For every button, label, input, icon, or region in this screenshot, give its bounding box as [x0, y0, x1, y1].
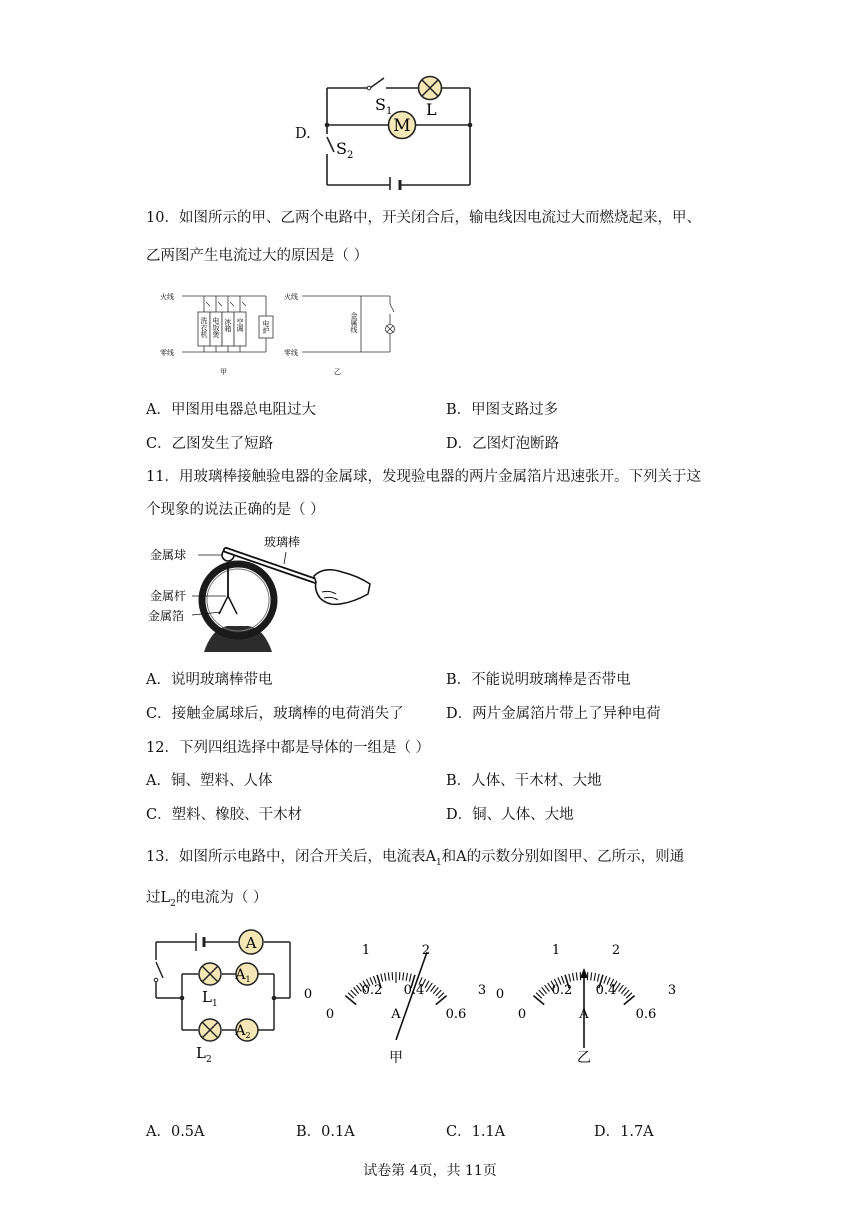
q11-option-c[interactable]: C．接触金属球后，玻璃棒的电荷消失了	[146, 706, 404, 722]
q13-stem-line2: 过$L_2$的电流为（ ）	[146, 890, 268, 909]
dial-b-top-tick-3: 3	[667, 983, 677, 998]
q13-option-a[interactable]: A．0.5A	[146, 1124, 205, 1140]
q12-option-d[interactable]: D．铜、人体、大地	[446, 807, 574, 823]
q11-option-b[interactable]: B．不能说明玻璃棒是否带电	[446, 672, 631, 688]
dial-b-bottom-tick-1: 0.2	[551, 983, 573, 998]
q13-option-c[interactable]: C．1.1A	[446, 1124, 506, 1140]
appliance-cooker: 电饭煲	[212, 317, 220, 338]
q11-electroscope-figure	[146, 532, 376, 660]
dial-tick	[569, 974, 571, 982]
appliance-fridge: 冰箱	[224, 318, 232, 332]
dial-b-needle-tip	[580, 968, 588, 978]
dial-a-bottom-tick-3: 0.6	[445, 1007, 467, 1022]
dial-a-bottom-tick-0: 0	[325, 1007, 335, 1022]
q11-stem-line2: 个现象的说法正确的是（ ）	[146, 502, 325, 518]
q13-option-b[interactable]: B．0.1A	[296, 1124, 355, 1140]
dial-a-top-tick-1: 1	[361, 943, 371, 958]
metal-wire-label: 金属线	[350, 312, 358, 333]
lamp-icon	[419, 77, 442, 100]
q10-option-b[interactable]: B．甲图支路过多	[446, 402, 559, 418]
dial-tick	[433, 987, 438, 993]
lamp1-icon	[199, 963, 221, 985]
dial-tick	[354, 987, 359, 993]
dial-tick	[621, 987, 626, 993]
dial-a-bottom-tick-1: 0.2	[361, 983, 383, 998]
dial-tick	[619, 985, 624, 991]
dial-a-caption: 甲	[389, 1050, 403, 1066]
dial-a-zero-top: 0	[303, 987, 313, 1002]
dial-a-bottom-tick-2: 0.4	[403, 983, 425, 998]
dial-tick	[573, 973, 574, 981]
dial-tick	[533, 996, 544, 1005]
dial-b-top-tick-2: 2	[611, 943, 621, 958]
q11-option-d[interactable]: D．两片金属箔片带上了异种电荷	[446, 706, 661, 722]
dial-tick	[594, 973, 595, 981]
label-metal-shaft: 金属杆	[150, 589, 187, 603]
lamp2-label: $L_2$	[196, 1044, 212, 1065]
fig-b-caption: 乙	[334, 368, 341, 376]
label-glass-rod: 玻璃棒	[264, 535, 301, 549]
fig-b-live-label: 火线	[284, 293, 298, 301]
dial-tick	[626, 993, 632, 999]
fig-a-live-label: 火线	[160, 293, 174, 301]
dial-tick	[406, 973, 407, 981]
dial-tick	[381, 974, 383, 982]
ammeter-main-label: A	[245, 934, 257, 952]
dial-tick	[624, 996, 635, 1005]
lamp2-icon	[199, 1019, 221, 1041]
dial-tick	[576, 972, 577, 980]
motor-label: M	[393, 116, 411, 136]
ammeter-2-label: $A_2$	[235, 1023, 251, 1040]
dial-b-zero-top: 0	[495, 987, 505, 1002]
ammeter-dial-a	[298, 938, 494, 1068]
dial-tick	[542, 987, 547, 993]
label-metal-foil: 金属箔	[148, 609, 185, 623]
ammeter-1-label: $A_1$	[235, 967, 251, 984]
dial-b-unit: A	[579, 1007, 589, 1022]
q10-option-c[interactable]: C．乙图发生了短路	[146, 436, 274, 452]
dial-a-top-tick-2: 2	[421, 943, 431, 958]
dial-tick	[345, 996, 356, 1005]
q13-stem-line1: 13．如图所示电路中，闭合开关后，电流表$A_1$和A的示数分别如图甲、乙所示，则通	[146, 849, 685, 868]
dial-b-caption: 乙	[577, 1050, 591, 1066]
dial-tick	[385, 973, 386, 981]
q9-option-d-label[interactable]: D.	[295, 126, 311, 142]
dial-a-unit: A	[391, 1007, 401, 1022]
q10-option-a[interactable]: A．甲图用电器总电阻过大	[146, 402, 316, 418]
dial-tick	[597, 974, 599, 982]
fig-b-neutral-label: 零线	[284, 349, 298, 357]
dial-tick	[431, 985, 436, 991]
dial-a-ticks	[345, 972, 446, 1005]
dial-b-bottom-tick-2: 0.4	[595, 983, 617, 998]
q9-circuit-diagram	[318, 68, 478, 190]
label-metal-ball: 金属球	[150, 548, 187, 562]
switch-s1-label: $S_1$	[375, 95, 393, 117]
dial-tick	[409, 974, 411, 982]
lamp-label: L	[426, 100, 437, 119]
fig-a-neutral-label: 零线	[160, 349, 174, 357]
dial-b-bottom-tick-3: 0.6	[635, 1007, 657, 1022]
switch-s2-label: $S_2$	[336, 139, 354, 161]
dial-tick	[591, 972, 592, 980]
lamp1-label: $L_1$	[202, 988, 218, 1009]
q10-stem-line1: 10．如图所示的甲、乙两个电路中，开关闭合后，输电线因电流过大而燃烧起来，甲、	[146, 210, 701, 226]
q12-option-b[interactable]: B．人体、干木材、大地	[446, 773, 602, 789]
dial-tick	[436, 996, 447, 1005]
q12-option-c[interactable]: C．塑料、橡胶、干木材	[146, 807, 303, 823]
dial-tick	[348, 993, 354, 999]
dial-tick	[545, 985, 550, 991]
q10-option-d[interactable]: D．乙图灯泡断路	[446, 436, 560, 452]
appliance-washer: 洗衣机	[200, 317, 208, 338]
q12-option-a[interactable]: A．铜、塑料、人体	[146, 773, 273, 789]
dial-tick	[436, 990, 442, 996]
fig-a-caption: 甲	[220, 368, 227, 376]
dial-b-top-tick-1: 1	[551, 943, 561, 958]
ammeter-dial-b	[490, 938, 686, 1068]
dial-tick	[438, 993, 444, 999]
dial-tick	[624, 990, 630, 996]
q11-stem-line1: 11．用玻璃棒接触验电器的金属球，发现验电器的两片金属箔片迅速张开。下列关于这	[146, 469, 701, 485]
q13-option-d[interactable]: D．1.7A	[594, 1124, 654, 1140]
dial-tick	[351, 990, 357, 996]
appliance-ac: 空调	[236, 318, 244, 332]
q13-circuit-diagram	[146, 926, 296, 1070]
dial-tick	[388, 972, 389, 980]
page-footer: 试卷第 4页，共 11页	[363, 1163, 497, 1179]
q12-stem: 12．下列四组选择中都是导体的一组是（ ）	[146, 740, 431, 756]
q11-option-a[interactable]: A．说明玻璃棒带电	[146, 672, 273, 688]
dial-a-top-tick-3: 3	[477, 983, 487, 998]
appliance-stove: 电炉	[262, 320, 270, 334]
dial-tick	[425, 981, 429, 988]
dial-b-bottom-tick-0: 0	[517, 1007, 527, 1022]
q10-figure	[158, 290, 416, 380]
dial-tick	[539, 990, 545, 996]
q10-stem-line2: 乙两图产生电流过大的原因是（ ）	[146, 248, 369, 264]
dial-tick	[536, 993, 542, 999]
dial-tick	[403, 972, 404, 980]
